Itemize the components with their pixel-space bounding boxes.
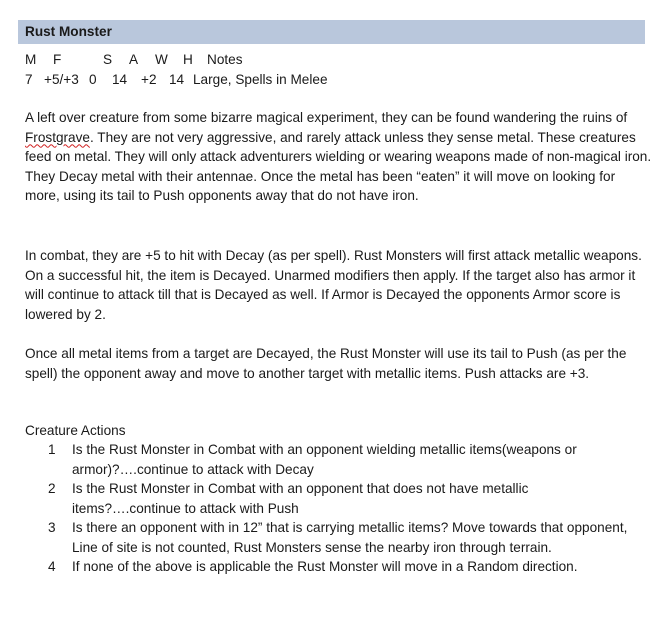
creature-actions-heading: Creature Actions <box>25 423 126 438</box>
stat-header-w: W <box>155 52 168 67</box>
stat-header-a: A <box>129 52 139 67</box>
stat-value-notes: Large, Spells in Melee <box>193 71 328 87</box>
action-number: 1 <box>48 442 56 457</box>
page-title: Rust Monster <box>25 24 112 39</box>
description-paragraph <box>25 108 653 206</box>
description-text-end: . They are not very aggressive, and rarely attack unless they sense metal. These creatures feed on metal. They will only attack adventurers wielding or wearing weapons made of non-magical iron. They Decay metal with their antennae. Once the metal has been “eaten” it will move on looking for more, using its tail to Push opponents away that do not have iron. <box>25 129 652 203</box>
stat-value-s: 0 <box>89 71 97 87</box>
stat-header-h: H <box>183 52 193 67</box>
stat-value-row <box>25 70 328 90</box>
creature-actions-list <box>25 440 655 577</box>
action-text: Is the Rust Monster in Combat with an opponent wielding metallic items(weapons or armor)?….continue to attack with Decay <box>72 442 577 477</box>
stat-header-row <box>25 50 328 70</box>
stat-header-notes: Notes <box>207 52 243 67</box>
action-number: 4 <box>48 559 56 574</box>
stat-header-s: S <box>103 52 113 67</box>
title-bar <box>18 20 645 44</box>
frostgrave-word: Frostgrave <box>25 129 90 145</box>
push-paragraph: Once all metal items from a target are Decayed, the Rust Monster will use its tail to Push (as per the spell) the opponent away and move to another target with metallic items. Push attacks are +3. <box>25 346 627 381</box>
action-number: 3 <box>48 520 56 535</box>
list-item <box>25 479 655 518</box>
stat-header-m: M <box>25 52 37 67</box>
action-text: Is there an opponent with in 12” that is carrying metallic items? Move towards that opponent, Line of site is not counted, Rust Monsters sense the nearby iron through terrain. <box>72 520 628 555</box>
stat-value-w: +2 <box>141 71 157 87</box>
stat-header-f: F <box>53 52 62 67</box>
action-text: If none of the above is applicable the Rust Monster will move in a Random direction. <box>72 559 578 574</box>
stat-value-h: 14 <box>169 71 185 87</box>
stat-value-m: 7 <box>25 71 33 87</box>
list-item <box>25 557 655 577</box>
stat-value-a: 14 <box>112 71 128 87</box>
list-item <box>25 440 655 479</box>
action-text: Is the Rust Monster in Combat with an opponent that does not have metallic items?….continue to attack with Push <box>72 481 529 516</box>
action-number: 2 <box>48 481 56 496</box>
description-text-start: A left over creature from some bizarre magical experiment, they can be found wandering the ruins of <box>25 110 628 125</box>
stat-value-f: +5/+3 <box>44 71 79 87</box>
list-item <box>25 518 655 557</box>
stat-table <box>25 50 328 89</box>
combat-paragraph: In combat, they are +5 to hit with Decay (as per spell). Rust Monsters will first attack metallic weapons. On a successful hit, the item is Decayed. Unarmed modifiers then apply. If the target also has armor it will continue to attack till that is Decayed as well. If Armor is Decayed the opponents Armor score is lowered by 2. <box>25 248 642 322</box>
